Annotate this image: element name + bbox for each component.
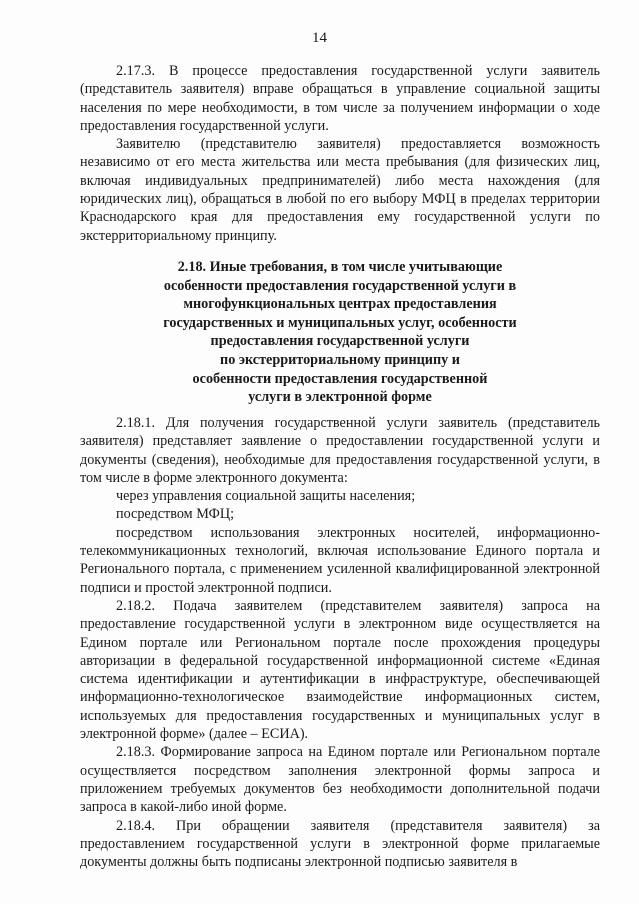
list-item-electronic: посредством использования электронных носителей, информационно-телекоммуникационных технологий, включая использование Единого портала и Регионального портала, с применением усиленной квалифицированной электронной подписи и простой электронной подписи. [80, 524, 600, 596]
heading-line: 2.18. Иные требования, в том числе учитывающие [177, 259, 503, 275]
heading-line: услуги в электронной форме [248, 389, 432, 406]
heading-line: предоставления государственной услуги [210, 333, 470, 350]
paragraph-extraterritorial: Заявителю (представителю заявителя) предоставляется возможность независимо от его места жительства или места пребывания (для физических лиц, включая индивидуальных предпринимателей) либо места нахождения (для юридических лиц), обращаться в любой по его выбору МФЦ в пределах территории Краснодарского края для предоставления ему государственной услуги по экстерриториальному принципу. [80, 136, 600, 244]
paragraph-2-17-3: 2.17.3. В процессе предоставления государственной услуги заявитель (представитель заявителя) вправе обращаться в управление социальной защиты населения по мере необходимости, в том числе за получением информации о ходе предоставления государственной услуги. [80, 63, 600, 134]
bottom-text-block [80, 414, 600, 871]
heading-line: государственных и муниципальных услуг, особенности [163, 314, 517, 331]
list-item-social-protection: через управления социальной защиты населения; [116, 488, 416, 505]
paragraph-2-18-2: 2.18.2. Подача заявителем (представителем заявителя) запроса на предоставление государственной услуги в электронном виде осуществляется на Едином портале или Региональном портале после прохождения процедуры авторизации в федеральной государственной информационной системе «Единая система идентификации и аутентификации в инфраструктуре, обеспечивающей информационно-технологическое взаимодействие информационных систем, используемых для предоставления государственных и муниципальных услуг в электронной форме» (далее – ЕСИА). [80, 597, 600, 743]
section-heading-2-18 [100, 258, 580, 407]
paragraph-2-18-3: 2.18.3. Формирование запроса на Едином портале или Региональном портале осуществляется посредством заполнения электронной формы запроса и приложением требуемых документов без необходимости дополнительной подачи запроса в какой-либо иной форме. [80, 744, 600, 816]
paragraph-2-18-1: 2.18.1. Для получения государственной услуги заявитель (представитель заявителя) представляет заявление о предоставлении государственной услуги и документы (сведения), необходимые для предоставления государственной услуги, в том числе в форме электронного документа: [80, 415, 600, 486]
heading-line: многофункциональных центрах предоставления [183, 296, 497, 313]
heading-line: по экстерриториальному принципу и [220, 351, 460, 368]
top-text-block [80, 62, 600, 245]
heading-line: особенности предоставления государственной услуги в [163, 277, 517, 294]
heading-line: особенности предоставления государственной [192, 370, 488, 387]
paragraph-2-18-4: 2.18.4. При обращении заявителя (представителя заявителя) за предоставлением государственной услуги в электронной форме прилагаемые документы должны быть подписаны электронной подписью заявителя в [80, 817, 600, 871]
page-number: 14 [312, 30, 327, 46]
list-item-mfc: посредством МФЦ; [116, 506, 235, 523]
